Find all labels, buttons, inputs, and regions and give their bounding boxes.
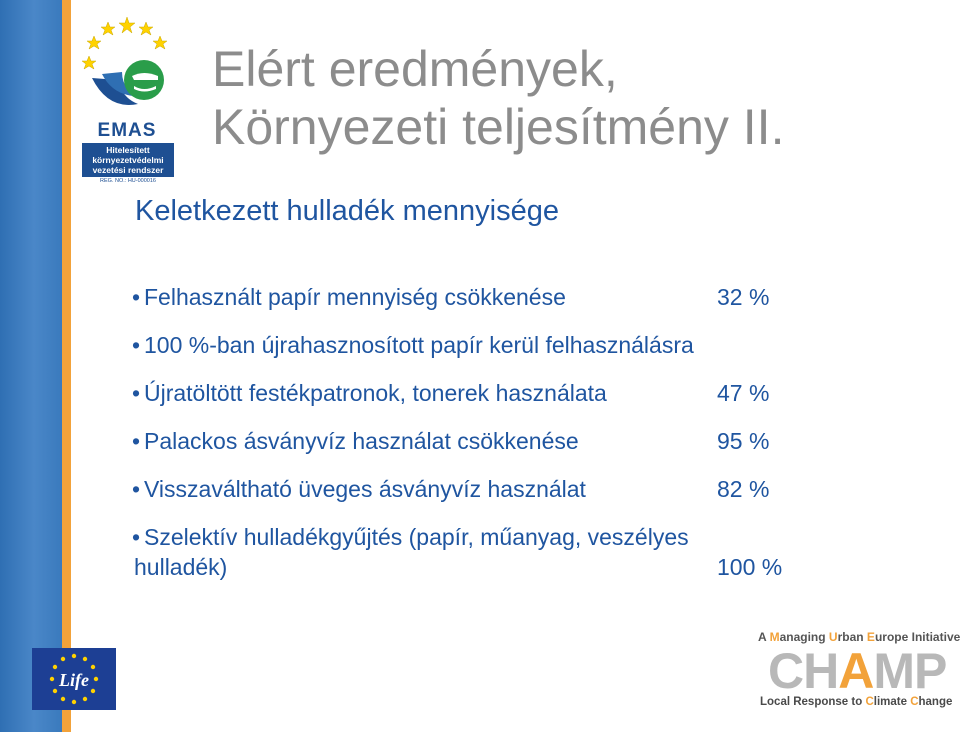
bullet-item xyxy=(132,284,832,332)
emas-emblem-icon xyxy=(78,14,176,120)
bullet-text-continued: hulladék) xyxy=(134,554,228,580)
champ-logo xyxy=(758,630,958,716)
bullet-item xyxy=(132,476,832,524)
champ-word-mp: MP xyxy=(873,643,947,699)
emas-logo xyxy=(78,14,176,184)
emas-wordmark: EMAS xyxy=(97,120,157,141)
bullet-value: 95 % xyxy=(717,428,770,454)
champ-wordmark xyxy=(768,642,958,700)
bullet-value: 82 % xyxy=(717,476,770,502)
champ-tag-u: U xyxy=(828,630,838,644)
bullet-dot: • xyxy=(132,332,141,358)
life-wordmark: Life xyxy=(59,670,89,690)
bullet-text: Szelektív hulladékgyűjtés (papír, műanyag, veszélyes xyxy=(144,524,689,550)
bullet-text: Felhasznált papír mennyiség csökkenése xyxy=(144,284,566,310)
emas-sub-line2: környezetvédelmi xyxy=(92,155,164,165)
champ-foot-ch: C xyxy=(910,696,919,708)
champ-footer xyxy=(760,696,960,708)
bullet-item xyxy=(132,332,832,380)
bullet-dot: • xyxy=(132,476,141,502)
bullet-text: 100 %-ban újrahasznosított papír kerül felhasználásra xyxy=(144,332,694,358)
emas-sub-line1: Hitelesített xyxy=(106,145,150,155)
bullet-value: 32 % xyxy=(717,284,770,310)
bullet-item xyxy=(132,380,832,428)
eu-stars-icon xyxy=(32,648,116,710)
emas-subtitle xyxy=(82,143,174,177)
left-blue-stripe xyxy=(0,0,62,732)
bullet-dot: • xyxy=(132,284,141,310)
eu-life-logo xyxy=(32,648,116,710)
champ-foot-ch-rest: hange xyxy=(918,696,953,708)
bullet-text: Palackos ásványvíz használat csökkenése xyxy=(144,428,579,454)
bullet-value: 100 % xyxy=(717,554,783,580)
emas-sub-line3: vezetési rendszer xyxy=(92,165,164,175)
champ-tag-m: M xyxy=(769,630,780,644)
champ-tag-e-rest: urope Initiative xyxy=(874,630,960,644)
bullet-text: Újratöltött festékpatronok, tonerek használata xyxy=(144,380,607,406)
bullet-item xyxy=(132,428,832,476)
bullet-dot: • xyxy=(132,428,141,454)
bullet-dot: • xyxy=(132,524,141,550)
champ-tag-a: A xyxy=(758,630,770,644)
champ-word-ch: CH xyxy=(768,643,839,699)
bullet-value: 47 % xyxy=(717,380,770,406)
champ-word-a: A xyxy=(838,643,874,699)
bullet-text: Visszaváltható üveges ásványvíz használat xyxy=(144,476,586,502)
emas-registration: REG. NO.: HU-000016 xyxy=(100,178,156,184)
slide-subtitle: Keletkezett hulladék mennyisége xyxy=(135,195,559,227)
champ-tag-m-rest: anaging xyxy=(779,630,829,644)
champ-tag-e: E xyxy=(866,630,875,644)
bullet-list xyxy=(132,284,832,584)
bullet-dot: • xyxy=(132,380,141,406)
champ-foot-c: C xyxy=(865,696,874,708)
bullet-item xyxy=(132,524,832,584)
champ-foot-pre: Local Response to xyxy=(760,696,866,708)
slide-title xyxy=(212,40,932,156)
slide-title-line2: Környezeti teljesítmény II. xyxy=(212,99,785,155)
left-orange-stripe xyxy=(62,0,71,732)
slide-title-line1: Elért eredmények, xyxy=(212,41,618,97)
champ-tag-u-rest: rban xyxy=(837,630,867,644)
champ-foot-c-rest: limate xyxy=(873,696,911,708)
